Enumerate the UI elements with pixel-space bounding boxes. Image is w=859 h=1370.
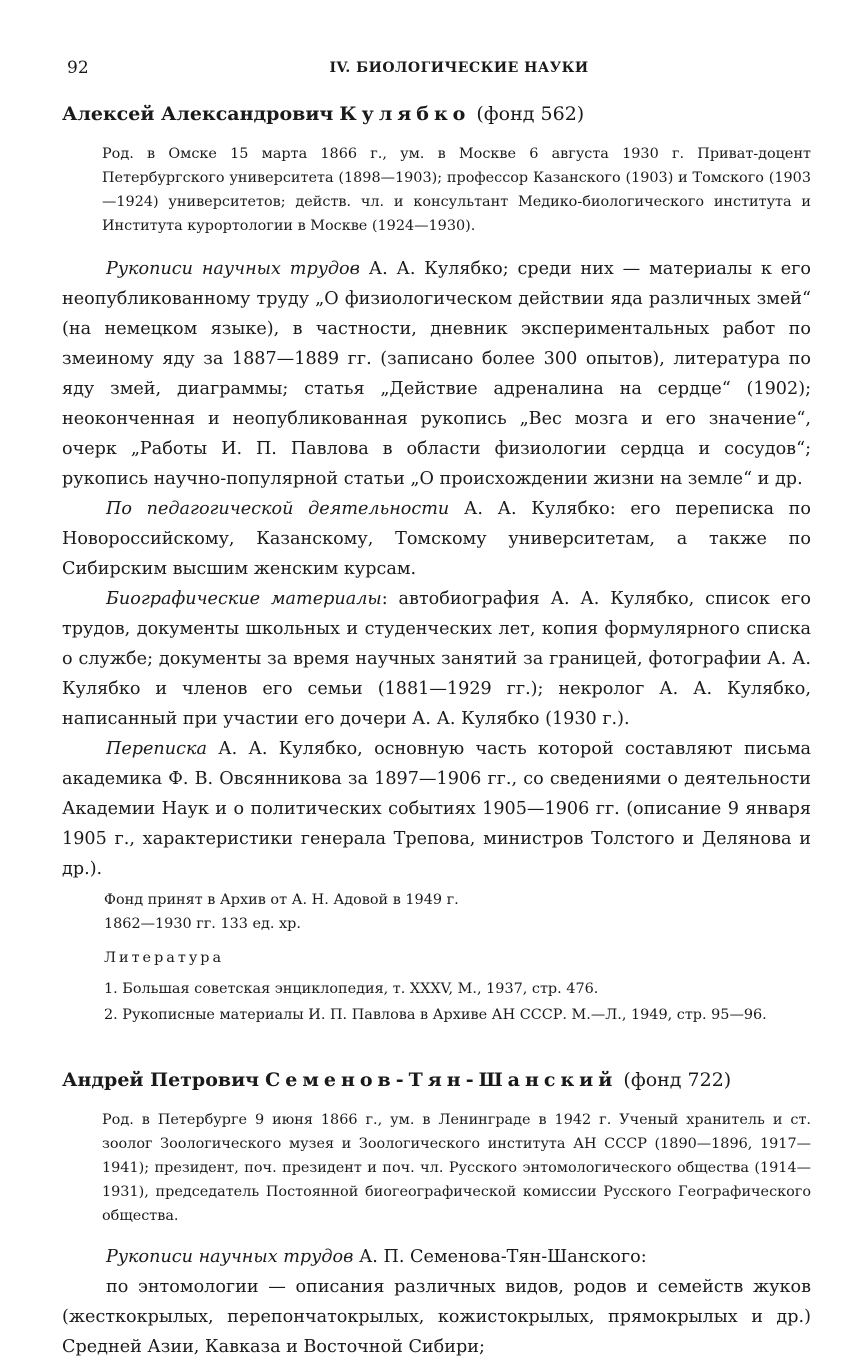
paragraph-text: А. А. Кулябко; среди них — материалы к его неопубликованному труду „О физиологическом действии яда различных змей“ (на немецком языке), в частности, дневник экспериментальных работ по змеиному яду за 1887—1889 гг. (записано более 300 опытов), литература по яду змей, диаграммы; статья „Действие адреналина на сердце“ (1902); неоконченная и неопубликованная рукопись „Вес мозга и его значение“, очерк „Работы И. П. Павлова в области физиологии сердца и сосудов“; рукопись научно-популярной статьи „О происхождении жизни на земле“ и др. xyxy=(62,259,811,489)
paragraph-lead: Рукописи научных трудов xyxy=(106,1247,354,1267)
paragraph-manuscripts xyxy=(62,254,811,494)
page-content xyxy=(62,100,811,1362)
entry-name: Андрей Петрович xyxy=(62,1069,260,1091)
entry-surname: Семенов-Тян-Шанский xyxy=(265,1069,618,1091)
paragraph-lead: По педагогической деятельности xyxy=(106,499,450,519)
literature-item: 2. Рукописные материалы И. П. Павлова в Архиве АН СССР. М.—Л., 1949, стр. 95—96. xyxy=(104,1007,767,1023)
entry-bio: Род. в Омске 15 марта 1866 г., ум. в Москве 6 августа 1930 г. Приват-доцент Петербургского университета (1898—1903); профессор Казанского (1903) и Томского (1903—1924) университетов; действ. чл. и консультант Медико-биологического института и Института курортологии в Москве (1924—1930). xyxy=(102,146,811,234)
entry-heading-kulyabko xyxy=(62,100,811,128)
paragraph-pedagogy xyxy=(62,494,811,584)
paragraph-lead: Рукописи научных трудов xyxy=(106,259,360,279)
paragraph-text: А. А. Кулябко, основную часть которой составляют письма академика Ф. В. Овсянникова за 1897—1906 гг., со сведениями о деятельности Академии Наук и о политических событиях 1905—1906 гг. (описание 9 января 1905 г., характеристики генерала Трепова, министров Толстого и Делянова и др.). xyxy=(62,739,811,879)
paragraph-lead: Биографические материалы xyxy=(106,589,382,609)
entry-name: Алексей Александрович xyxy=(62,103,334,125)
running-head: IV. БИОЛОГИЧЕСКИЕ НАУКИ xyxy=(329,60,589,76)
paragraph-text: А. П. Семенова-Тян-Шанского: xyxy=(353,1247,647,1267)
entry-fond: (фонд 562) xyxy=(476,103,585,125)
literature-list xyxy=(104,976,811,1028)
entry-fond: (фонд 722) xyxy=(623,1069,732,1091)
fond-extent: 1862—1930 гг. 133 ед. хр. xyxy=(104,916,301,932)
entry-bio: Род. в Петербурге 9 июня 1866 г., ум. в Ленинграде в 1942 г. Ученый хранитель и ст. зоолог Зоологического музея и Зоологического института АН СССР (1890—1896, 1917—1941); президент, поч. президент и поч. чл. Русского энтомологического общества (1914—1931), председатель Постоянной биогеографической комиссии Русского Географического общества. xyxy=(102,1112,811,1224)
paragraph-correspondence xyxy=(62,734,811,884)
entry-heading-semenov xyxy=(62,1066,811,1094)
paragraph-biography xyxy=(62,584,811,734)
paragraph-text: : автобиография А. А. Кулябко, список его трудов, документы школьных и студенческих лет, копия формулярного списка о службе; документы за время научных занятий за границей, фотографии А. А. Кулябко и членов его семьи (1881—1929 гг.); некролог А. А. Кулябко, написанный при участии его дочери А. А. Кулябко (1930 г.). xyxy=(62,589,811,729)
paragraph-text: А. А. Кулябко: его переписка по Новороссийскому, Казанскому, Томскому университетам, а также по Сибирским высшим женским курсам. xyxy=(62,499,811,579)
paragraph-manuscripts xyxy=(62,1242,811,1272)
fond-note: Фонд принят в Архив от А. Н. Адовой в 1949 г. xyxy=(104,892,459,908)
entry-surname: Кулябко xyxy=(339,103,471,125)
page-number: 92 xyxy=(67,58,89,78)
paragraph-entomology: по энтомологии — описания различных видов, родов и семейств жуков (жесткокрылых, перепончатокрылых, кожистокрылых, прямокрылых и др.) Средней Азии, Кавказа и Восточной Сибири; xyxy=(62,1277,811,1357)
paragraph-lead: Переписка xyxy=(106,739,207,759)
literature-item: 1. Большая советская энциклопедия, т. XXXV, М., 1937, стр. 476. xyxy=(104,981,599,997)
page-header xyxy=(67,58,811,82)
literature-heading: Литература xyxy=(104,950,225,966)
